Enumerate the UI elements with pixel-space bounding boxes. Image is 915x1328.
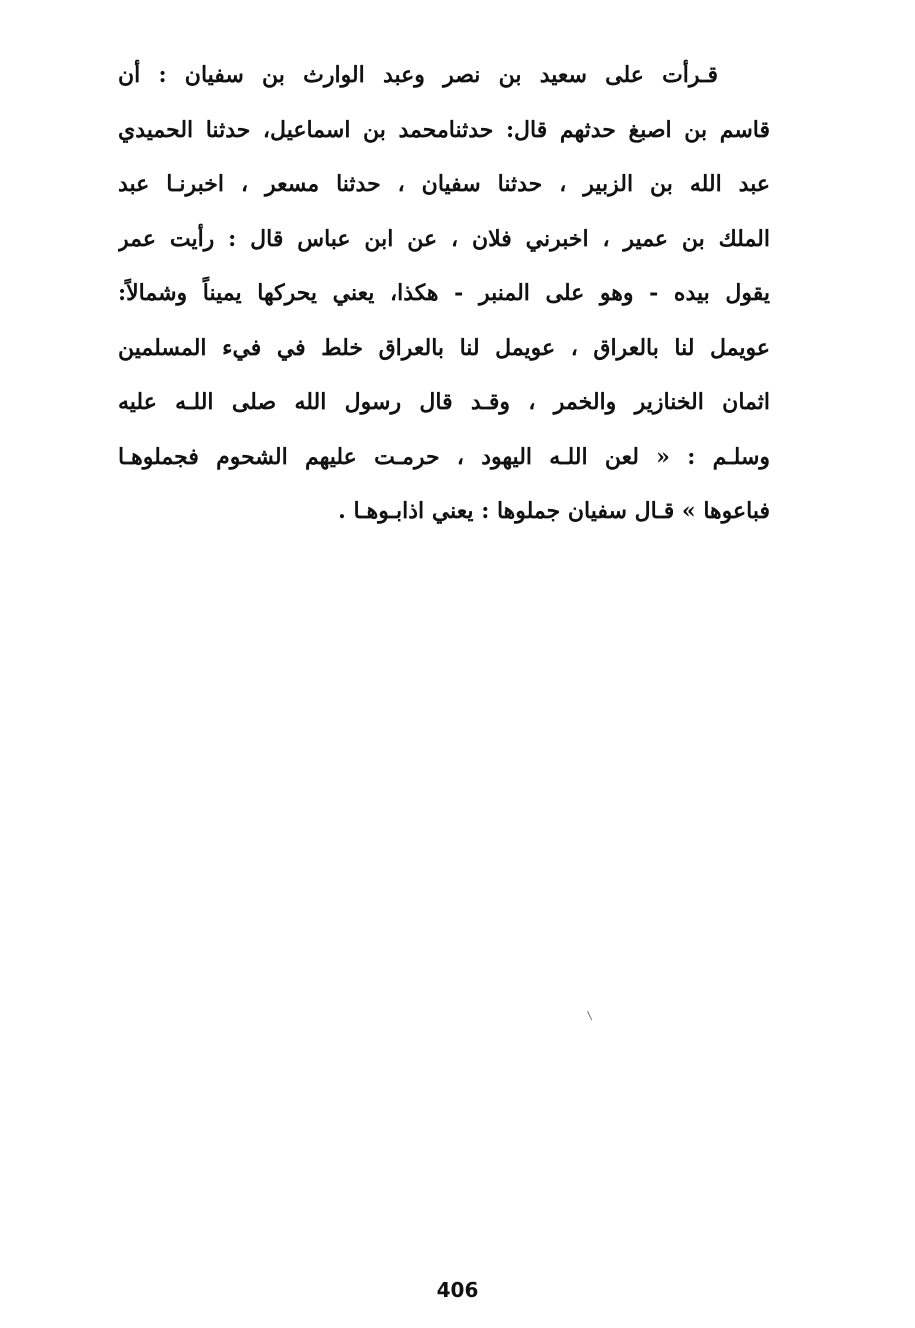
text-line: قاسم بن اصبغ حدثهم قال: حدثنامحمد بن اسماعيل، حدثنا الحميدي xyxy=(118,116,770,143)
scan-speck xyxy=(587,1010,595,1021)
page-number: 406 xyxy=(436,1278,479,1302)
text-line: الملك بن عمير ، اخبرني فلان ، عن ابن عباس قال : رأيت عمر xyxy=(118,225,770,252)
text-line: وسلـم : « لعن اللـه اليهود ، حرمـت عليهم الشحوم فجملوهـا xyxy=(118,443,770,470)
text-line: عبد الله بن الزبير ، حدثنا سفيان ، حدثنا مسعر ، اخبرنـا عبد xyxy=(118,171,770,197)
text-line: عويمل لنا بالعراق ، عويمل لنا بالعراق خلط في فيء المسلمين xyxy=(118,334,770,361)
text-line: قـرأت على سعيد بن نصر وعبد الوارث بن سفيان : أن xyxy=(118,62,718,88)
text-line: اثمان الخنازير والخمر ، وقـد قال رسول الله صلى اللـه عليه xyxy=(118,389,770,415)
main-text-paragraph xyxy=(118,48,770,539)
text-line: يقول بيده - وهو على المنبر - هكذا، يعني يحركها يميناً وشمالاً: xyxy=(118,280,770,306)
text-line: فباعوها » قـال سفيان جملوها : يعني اذابـوهـا . xyxy=(338,498,770,524)
